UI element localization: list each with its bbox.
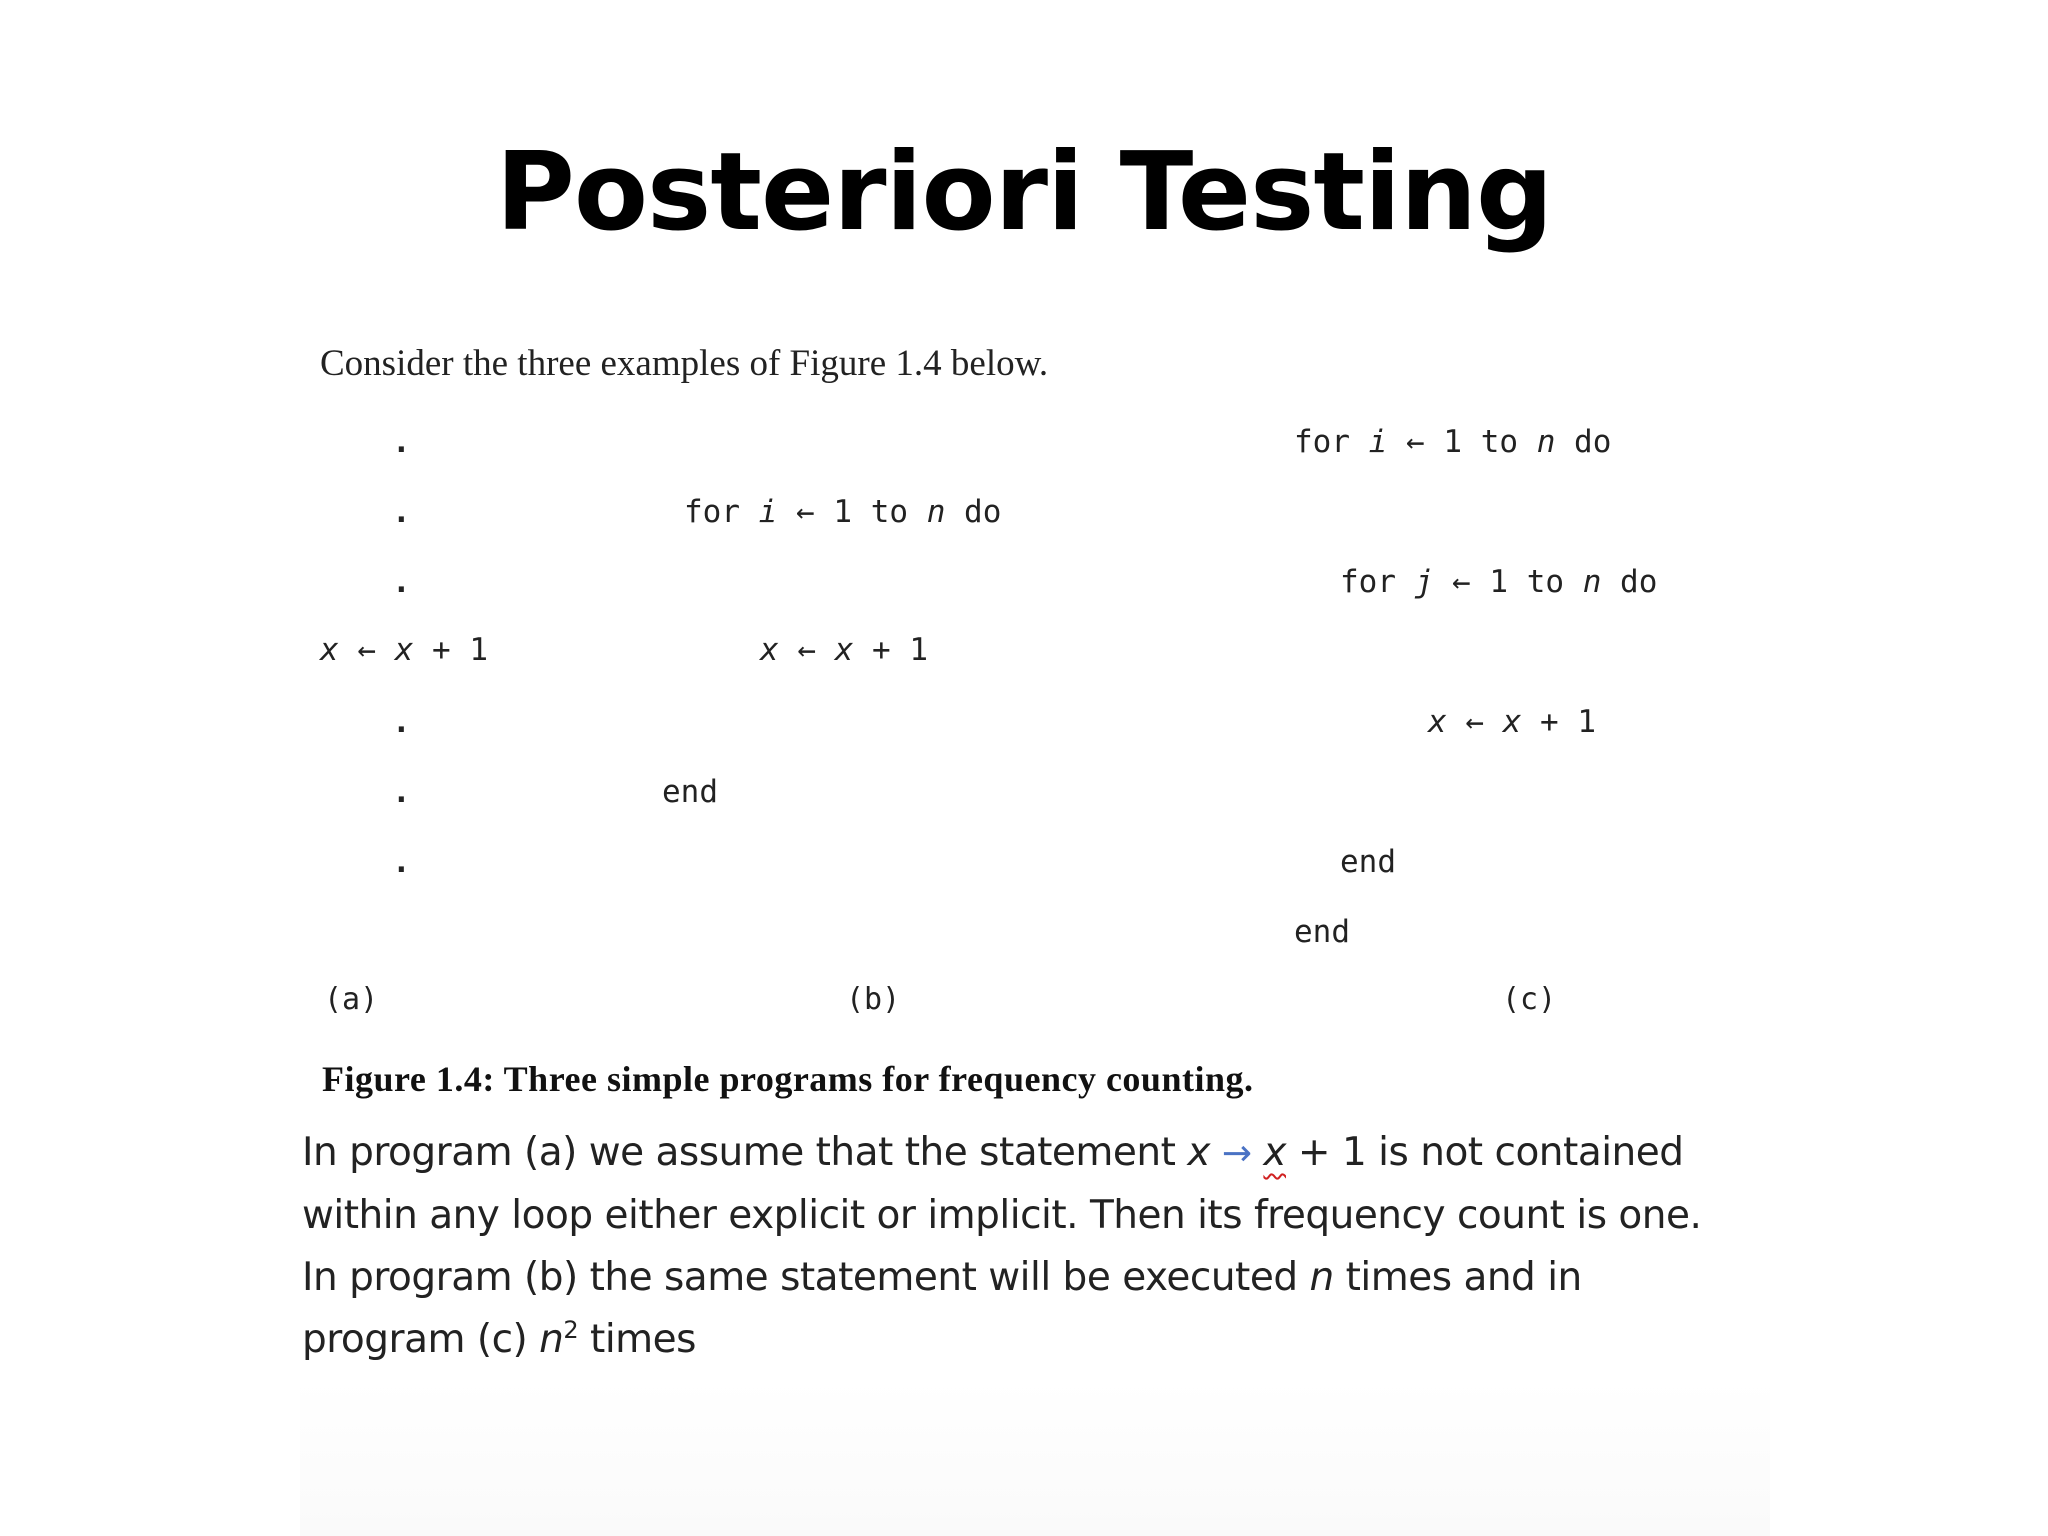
- figure-caption: Figure 1.4: Three simple programs for frequency counting.: [322, 1059, 1254, 1099]
- paragraph-line: In program (a) we assume that the statement x → x + 1 is not contained: [302, 1130, 1684, 1175]
- paragraph-line: within any loop either explicit or implicit. Then its frequency count is one.: [302, 1193, 1702, 1238]
- spellcheck-underlined-x: x: [1263, 1130, 1286, 1175]
- right-arrow-icon: →: [1221, 1133, 1252, 1174]
- program-b-label: (b): [846, 982, 901, 1017]
- program-c-outer-for-line: for i ← 1 to n do: [1294, 424, 1612, 460]
- explanation-paragraph: [302, 1122, 1772, 1371]
- program-c-inner-end: end: [1340, 844, 1396, 880]
- paragraph-line: In program (b) the same statement will be executed n times and in: [302, 1255, 1582, 1300]
- program-a-dot: .: [392, 564, 411, 600]
- paragraph-line: program (c) $n^2$ times: [302, 1316, 696, 1362]
- program-c-label: (c): [1502, 982, 1557, 1017]
- slide-title: Posteriori Testing: [495, 130, 1553, 255]
- program-c-outer-end: end: [1294, 914, 1350, 950]
- program-c-statement: x ← x + 1: [1428, 704, 1597, 740]
- program-c-inner-for-line: for j ← 1 to n do: [1340, 564, 1658, 600]
- program-b-statement: x ← x + 1: [760, 632, 929, 668]
- program-b-for-line: for i ← 1 to n do: [684, 494, 1002, 530]
- figure-intro-text: Consider the three examples of Figure 1.4 below.: [320, 343, 1049, 384]
- program-a-dot: .: [392, 774, 411, 810]
- image-shade-area: [300, 1380, 1770, 1536]
- program-a-dot: .: [392, 424, 411, 460]
- program-a-dot: .: [392, 704, 411, 740]
- program-b-end: end: [662, 774, 718, 810]
- program-a-statement: x ← x + 1: [320, 632, 489, 668]
- program-a-dot: .: [392, 844, 411, 880]
- program-a-label: (a): [324, 982, 379, 1017]
- program-a-dot: .: [392, 494, 411, 530]
